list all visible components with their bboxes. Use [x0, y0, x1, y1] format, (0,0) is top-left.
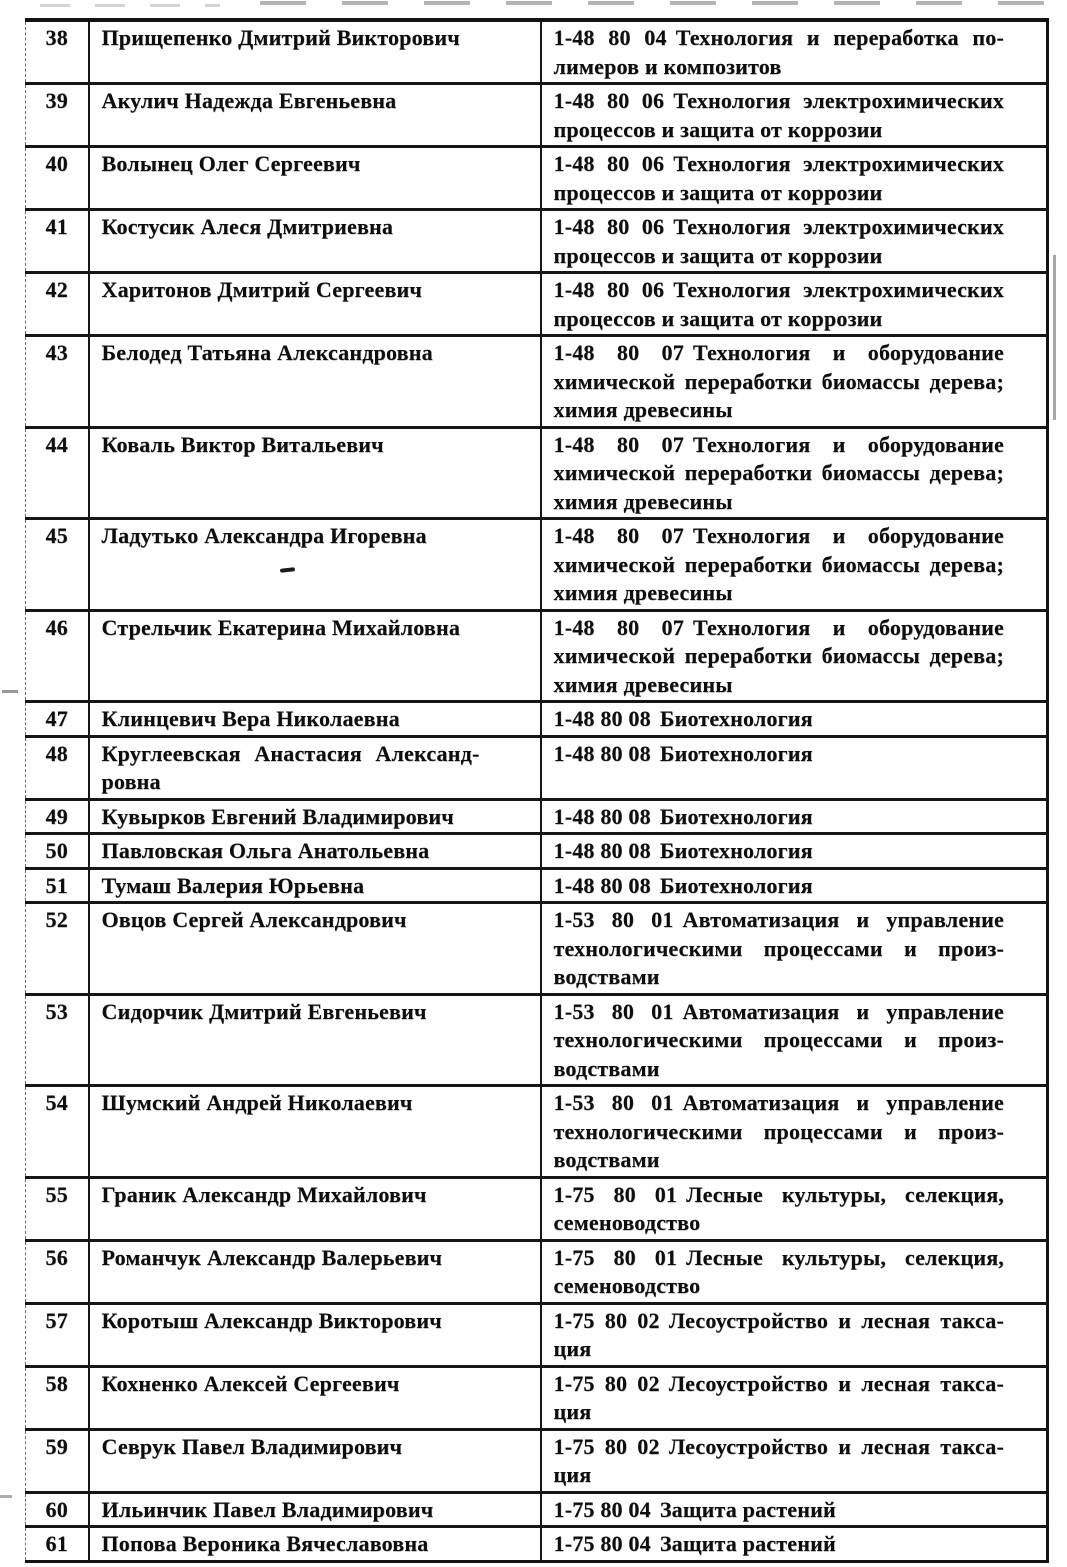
row-number: 44: [26, 427, 89, 519]
specialty-code: 1-75 80 02: [553, 1370, 660, 1396]
row-number: 57: [26, 1303, 89, 1366]
specialty-code: 1-48 80 07: [553, 523, 684, 548]
table-row: [26, 1086, 1048, 1178]
table-row: [26, 519, 1048, 611]
row-number: 47: [26, 702, 89, 737]
specialty-code: 1-75 80 02: [553, 1433, 660, 1459]
specialty-code: 1-48 80 08: [553, 740, 651, 766]
specialty-code: 1-75 80 04: [553, 1496, 651, 1522]
specialty-cell: [541, 1177, 1048, 1240]
row-number: 54: [26, 1086, 89, 1178]
table-row: [26, 336, 1048, 428]
table-row: [26, 1303, 1048, 1366]
table-row: [26, 84, 1048, 147]
row-number: 51: [26, 868, 89, 903]
student-name: Кувырков Евгений Владимирович: [89, 799, 541, 834]
row-number: 43: [26, 336, 89, 428]
specialty-name: Лесные культуры, селекция, семеноводство: [553, 1244, 1004, 1298]
student-name: Стрельчик Екатерина Михайловна: [89, 610, 541, 702]
specialty-cell: [541, 702, 1048, 737]
table-row: [26, 702, 1048, 737]
row-number: 58: [26, 1366, 89, 1429]
row-number: 53: [26, 994, 89, 1086]
specialty-cell: [541, 1303, 1048, 1366]
specialty-cell: [541, 273, 1048, 336]
student-name: Романчук Александр Валерьевич: [89, 1240, 541, 1303]
specialty-name: Лесоустройство и лесная такса-ция: [553, 1433, 1004, 1487]
specialty-cell: [541, 903, 1048, 995]
specialty-cell: [541, 610, 1048, 702]
specialty-name: Технология и оборудование химической переработки биомассы дерева; химия древесины: [553, 340, 1004, 422]
row-number: 56: [26, 1240, 89, 1303]
student-name: Граник Александр Михайлович: [89, 1177, 541, 1240]
specialty-name: Биотехнология: [659, 872, 813, 898]
table-row: [26, 273, 1048, 336]
row-number: 42: [26, 273, 89, 336]
specialty-cell: [541, 147, 1048, 210]
table-row: [26, 147, 1048, 210]
specialty-code: 1-48 80 06: [553, 88, 665, 113]
specialty-name: Технология электрохимических процессов и защита от коррозии: [553, 151, 1004, 205]
specialty-cell: [541, 1086, 1048, 1178]
specialty-cell: [541, 1492, 1048, 1527]
row-number: 46: [26, 610, 89, 702]
table-row: [26, 903, 1048, 995]
row-number: 52: [26, 903, 89, 995]
specialty-code: 1-75 80 01: [553, 1244, 678, 1270]
specialty-cell: [541, 336, 1048, 428]
specialty-name: Автоматизация и управление технологическими процессами и произ-водствами: [553, 1090, 1004, 1172]
specialty-name: Лесоустройство и лесная такса-ция: [553, 1370, 1004, 1424]
student-name: Коваль Виктор Витальевич: [89, 427, 541, 519]
specialty-code: 1-48 80 07: [553, 614, 684, 640]
student-name: Шумский Андрей Николаевич: [89, 1086, 541, 1178]
specialty-name: Технология и оборудование химической переработки биомассы дерева; химия древесины: [553, 523, 1004, 605]
specialty-code: 1-48 80 08: [553, 872, 651, 898]
specialty-name: Технология электрохимических процессов и защита от коррозии: [553, 277, 1004, 331]
student-name: Тумаш Валерия Юрьевна: [89, 868, 541, 903]
specialty-name: Биотехнология: [659, 803, 813, 829]
specialty-code: 1-48 80 08: [553, 838, 651, 863]
specialty-cell: [541, 20, 1048, 84]
table-row: [26, 1366, 1048, 1429]
specialty-name: Автоматизация и управление технологическими процессами и произ-водствами: [553, 907, 1004, 989]
specialty-cell: [541, 1240, 1048, 1303]
specialty-code: 1-48 80 06: [553, 151, 665, 176]
table-row: [26, 427, 1048, 519]
table-row: [26, 1492, 1048, 1527]
table-row: [26, 1240, 1048, 1303]
scan-edge-streak: [40, 4, 220, 7]
scan-margin-dash: [2, 690, 18, 693]
student-name: Прищепенко Дмитрий Викторович: [89, 20, 541, 84]
student-name: Харитонов Дмитрий Сергеевич: [89, 273, 541, 336]
row-number: 40: [26, 147, 89, 210]
table-row: [26, 1429, 1048, 1492]
table-row: [26, 994, 1048, 1086]
row-number: 50: [26, 834, 89, 869]
specialty-cell: [541, 84, 1048, 147]
specialty-cell: [541, 210, 1048, 273]
table-row: [26, 20, 1048, 84]
table-row: [26, 1177, 1048, 1240]
table-row: [26, 736, 1048, 799]
table-row: [26, 868, 1048, 903]
specialty-code: 1-75 80 04: [553, 1531, 651, 1556]
specialty-name: Технология и оборудование химической переработки биомассы дерева; химия древесины: [553, 431, 1004, 514]
student-name: Клинцевич Вера Николаевна: [89, 702, 541, 737]
specialty-code: 1-48 80 07: [553, 431, 684, 457]
specialty-name: Биотехнология: [659, 740, 813, 766]
specialty-code: 1-75 80 02: [553, 1307, 660, 1333]
scan-margin-streak: [1053, 255, 1056, 420]
table-row: [26, 210, 1048, 273]
student-name: Волынец Олег Сергеевич: [89, 147, 541, 210]
row-number: 38: [26, 20, 89, 84]
specialty-cell: [541, 519, 1048, 611]
students-specialties-table: [25, 18, 1049, 1563]
specialty-name: Биотехнология: [659, 838, 813, 863]
specialty-name: Защита растений: [659, 1496, 836, 1522]
student-name: Ильинчик Павел Владимирович: [89, 1492, 541, 1527]
specialty-name: Лесоустройство и лесная такса-ция: [553, 1307, 1004, 1361]
specialty-name: Технология электрохимических процессов и защита от коррозии: [553, 214, 1004, 268]
specialty-code: 1-48 80 07: [553, 340, 684, 365]
specialty-name: Биотехнология: [659, 706, 813, 731]
specialty-name: Защита растений: [659, 1531, 836, 1556]
specialty-cell: [541, 994, 1048, 1086]
student-name: Коротыш Александр Викторович: [89, 1303, 541, 1366]
student-name: Круглеевская Анастасия Александ-ровна: [89, 736, 541, 799]
table-body: [26, 20, 1048, 1561]
specialty-code: 1-53 80 01: [553, 907, 674, 932]
specialty-name: Технология и оборудование химической переработки биомассы дерева; химия древесины: [553, 614, 1004, 697]
student-name: Ладутько Александра Игоревна: [89, 519, 541, 611]
student-name: Белодед Татьяна Александровна: [89, 336, 541, 428]
specialty-code: 1-48 80 04: [553, 25, 667, 50]
table-row: [26, 834, 1048, 869]
specialty-name: Автоматизация и управление технологическими процессами и произ-водствами: [553, 998, 1004, 1081]
student-name: Костусик Алеся Дмитриевна: [89, 210, 541, 273]
specialty-code: 1-48 80 08: [553, 803, 651, 829]
specialty-cell: [541, 427, 1048, 519]
row-number: 39: [26, 84, 89, 147]
row-number: 49: [26, 799, 89, 834]
student-name: Севрук Павел Владимирович: [89, 1429, 541, 1492]
specialty-cell: [541, 868, 1048, 903]
specialty-cell: [541, 1527, 1048, 1562]
row-number: 60: [26, 1492, 89, 1527]
row-number: 55: [26, 1177, 89, 1240]
row-number: 61: [26, 1527, 89, 1562]
specialty-code: 1-53 80 01: [553, 1090, 674, 1115]
table-row: [26, 610, 1048, 702]
specialty-name: Технология электрохимических процессов и защита от коррозии: [553, 88, 1004, 142]
specialty-cell: [541, 736, 1048, 799]
row-number: 45: [26, 519, 89, 611]
row-number: 59: [26, 1429, 89, 1492]
table-row: [26, 1527, 1048, 1562]
table-row: [26, 799, 1048, 834]
specialty-code: 1-48 80 06: [553, 277, 665, 302]
specialty-code: 1-48 80 06: [553, 214, 665, 239]
student-name: Сидорчик Дмитрий Евгеньевич: [89, 994, 541, 1086]
specialty-name: Технология и переработка по-лимеров и композитов: [553, 25, 1004, 79]
row-number: 48: [26, 736, 89, 799]
specialty-cell: [541, 834, 1048, 869]
specialty-code: 1-53 80 01: [553, 998, 674, 1024]
student-name: Акулич Надежда Евгеньевна: [89, 84, 541, 147]
scan-margin-dash: [0, 1495, 12, 1498]
student-name: Попова Вероника Вячеславовна: [89, 1527, 541, 1562]
specialty-name: Лесные культуры, селекция, семеноводство: [553, 1181, 1004, 1235]
scan-edge-streak: [260, 1, 1060, 5]
row-number: 41: [26, 210, 89, 273]
student-name: Кохненко Алексей Сергеевич: [89, 1366, 541, 1429]
student-name: Павловская Ольга Анатольевна: [89, 834, 541, 869]
specialty-code: 1-75 80 01: [553, 1181, 678, 1207]
specialty-cell: [541, 799, 1048, 834]
specialty-cell: [541, 1429, 1048, 1492]
specialty-code: 1-48 80 08: [553, 706, 651, 731]
student-name: Овцов Сергей Александрович: [89, 903, 541, 995]
specialty-cell: [541, 1366, 1048, 1429]
